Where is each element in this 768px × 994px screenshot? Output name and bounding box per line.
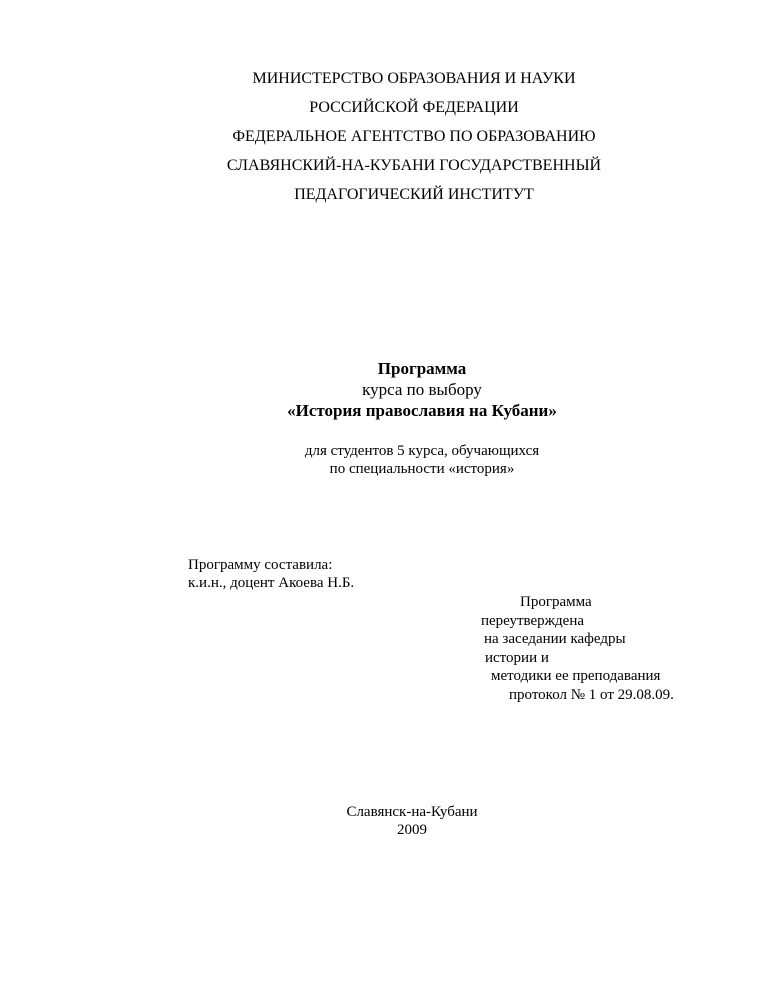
ministry-header: [0, 64, 768, 209]
course-name: «История православия на Кубани»: [287, 401, 557, 420]
author-name: к.и.н., доцент Акоева Н.Б.: [188, 575, 355, 591]
approval-line-protocol: протокол № 1 от 29.08.09.: [509, 686, 674, 703]
approval-line-program: Программа: [520, 594, 592, 610]
header-line-institute-type: ПЕДАГОГИЧЕСКИЙ ИНСТИТУТ: [294, 186, 534, 203]
header-line-agency: ФЕДЕРАЛЬНОЕ АГЕНТСТВО ПО ОБРАЗОВАНИЮ: [232, 128, 596, 145]
audience-line-students: для студентов 5 курса, обучающихся: [304, 443, 540, 459]
approval-line-reapproved: переутверждена: [481, 612, 585, 629]
approval-line-meeting: на заседании кафедры: [484, 631, 626, 647]
header-line-federation: РОССИЙСКОЙ ФЕДЕРАЦИИ: [309, 99, 519, 116]
approval-line-history: истории и: [485, 649, 549, 666]
audience-block: [0, 442, 768, 478]
approval-line-methods: методики ее преподавания: [491, 668, 661, 684]
place-block: [0, 803, 768, 839]
header-line-ministry: МИНИСТЕРСТВО ОБРАЗОВАНИЯ И НАУКИ: [252, 70, 576, 87]
audience-line-specialty: по специальности «история»: [329, 461, 515, 477]
header-line-institute-name: СЛАВЯНСКИЙ-НА-КУБАНИ ГОСУДАРСТВЕННЫЙ: [226, 157, 602, 174]
program-subheading: курса по выбору: [362, 380, 482, 399]
city-name: Славянск-на-Кубани: [346, 804, 478, 820]
program-title-block: [0, 358, 768, 421]
publication-year: 2009: [397, 822, 427, 838]
author-block: [188, 556, 354, 592]
approval-block: [481, 593, 674, 704]
program-heading: Программа: [377, 359, 467, 378]
author-label: Программу составила:: [188, 557, 333, 573]
